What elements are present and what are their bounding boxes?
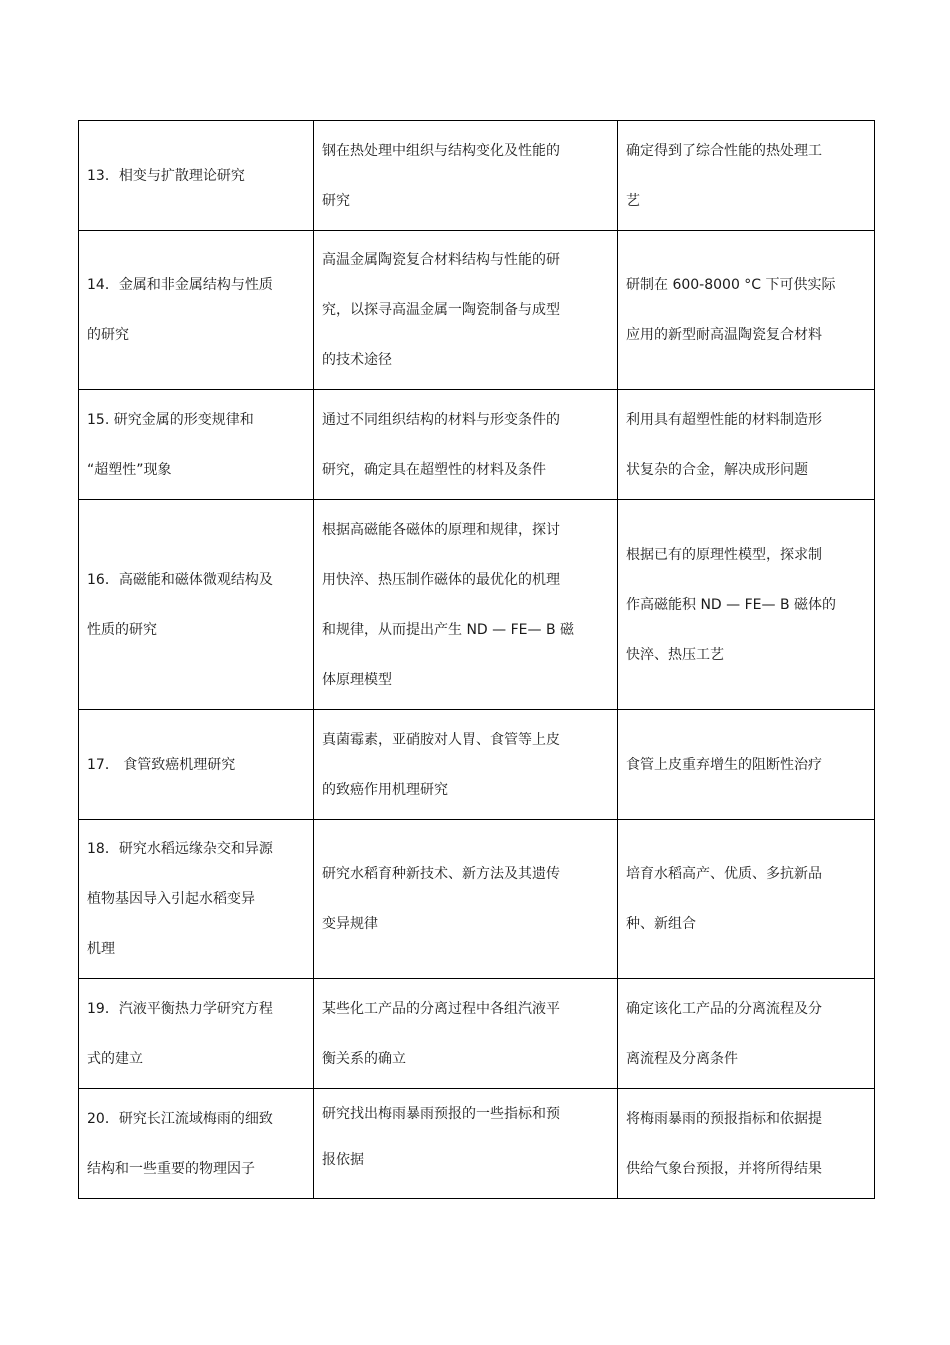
project-text: 15. 研究金属的形变规律和 “超塑性”现象 xyxy=(87,411,254,478)
table-row xyxy=(79,121,875,231)
content-text: 研究找出梅雨暴雨预报的一些指标和预 报依据 xyxy=(322,1106,560,1168)
result-cell xyxy=(618,979,875,1089)
project-cell xyxy=(79,500,314,710)
project-text: 18．研究水稻远缘杂交和异源 植物基因导入引起水稻变异 机理 xyxy=(87,841,273,957)
result-text: 将梅雨暴雨的预报指标和依据提 供给气象台预报，并将所得结果 xyxy=(626,1110,822,1177)
content-cell xyxy=(314,710,618,820)
content-text: 真菌霉素，亚硝胺对人胃、食管等上皮 的致癌作用机理研究 xyxy=(322,731,560,798)
project-cell xyxy=(79,710,314,820)
project-cell xyxy=(79,390,314,500)
project-cell xyxy=(79,231,314,390)
table-row xyxy=(79,979,875,1089)
result-text: 食管上皮重弃增生的阻断性治疗 xyxy=(626,756,822,773)
table-row xyxy=(79,1089,875,1199)
table-row xyxy=(79,710,875,820)
result-cell xyxy=(618,500,875,710)
content-cell xyxy=(314,500,618,710)
project-text: 17． 食管致癌机理研究 xyxy=(87,756,236,773)
result-text: 确定得到了综合性能的热处理工 艺 xyxy=(626,142,822,209)
project-text: 19．汽液平衡热力学研究方程 式的建立 xyxy=(87,1000,273,1067)
result-cell xyxy=(618,820,875,979)
content-text: 某些化工产品的分离过程中各组汽液平 衡关系的确立 xyxy=(322,1000,560,1067)
result-text: 确定该化工产品的分离流程及分 离流程及分离条件 xyxy=(626,1000,822,1067)
content-text: 根据高磁能各磁体的原理和规律，探讨 用快淬、热压制作磁体的最优化的机理 和规律，从而提出产生 ND — FE— B 磁 体原理模型 xyxy=(322,521,575,688)
content-text: 通过不同组织结构的材料与形变条件的 研究，确定具在超塑性的材料及条件 xyxy=(322,411,560,478)
content-cell xyxy=(314,390,618,500)
project-text: 16．高磁能和磁体微观结构及 性质的研究 xyxy=(87,571,273,638)
result-text: 培育水稻高产、优质、多抗新品 种、新组合 xyxy=(626,866,822,932)
table-row xyxy=(79,820,875,979)
result-cell xyxy=(618,390,875,500)
project-text: 13．相变与扩散理论研究 xyxy=(87,167,245,184)
content-cell xyxy=(314,1089,618,1199)
content-text: 研究水稻育种新技术、新方法及其遗传 变异规律 xyxy=(322,866,560,932)
result-cell xyxy=(618,1089,875,1199)
project-text: 14．金属和非金属结构与性质 的研究 xyxy=(87,277,273,343)
content-text: 钢在热处理中组织与结构变化及性能的 研究 xyxy=(322,142,560,209)
project-cell xyxy=(79,1089,314,1199)
result-text: 研制在 600-8000 °C 下可供实际 应用的新型耐高温陶瓷复合材料 xyxy=(626,277,836,343)
result-text: 根据已有的原理性模型，探求制 作高磁能积 ND — FE— B 磁体的 快淬、热压工艺 xyxy=(626,546,837,663)
research-projects-table xyxy=(78,120,875,1199)
result-cell xyxy=(618,231,875,390)
content-cell xyxy=(314,979,618,1089)
result-text: 利用具有超塑性能的材料制造形 状复杂的合金，解决成形问题 xyxy=(626,411,822,478)
table-row xyxy=(79,231,875,390)
table-row xyxy=(79,500,875,710)
project-text: 20．研究长江流域梅雨的细致 结构和一些重要的物理因子 xyxy=(87,1110,273,1177)
result-cell xyxy=(618,121,875,231)
result-cell xyxy=(618,710,875,820)
content-cell xyxy=(314,820,618,979)
project-cell xyxy=(79,820,314,979)
content-text: 高温金属陶瓷复合材料结构与性能的研 究，以探寻高温金属一陶瓷制备与成型 的技术途径 xyxy=(322,252,560,368)
content-cell xyxy=(314,231,618,390)
table-row xyxy=(79,390,875,500)
project-cell xyxy=(79,121,314,231)
content-cell xyxy=(314,121,618,231)
project-cell xyxy=(79,979,314,1089)
